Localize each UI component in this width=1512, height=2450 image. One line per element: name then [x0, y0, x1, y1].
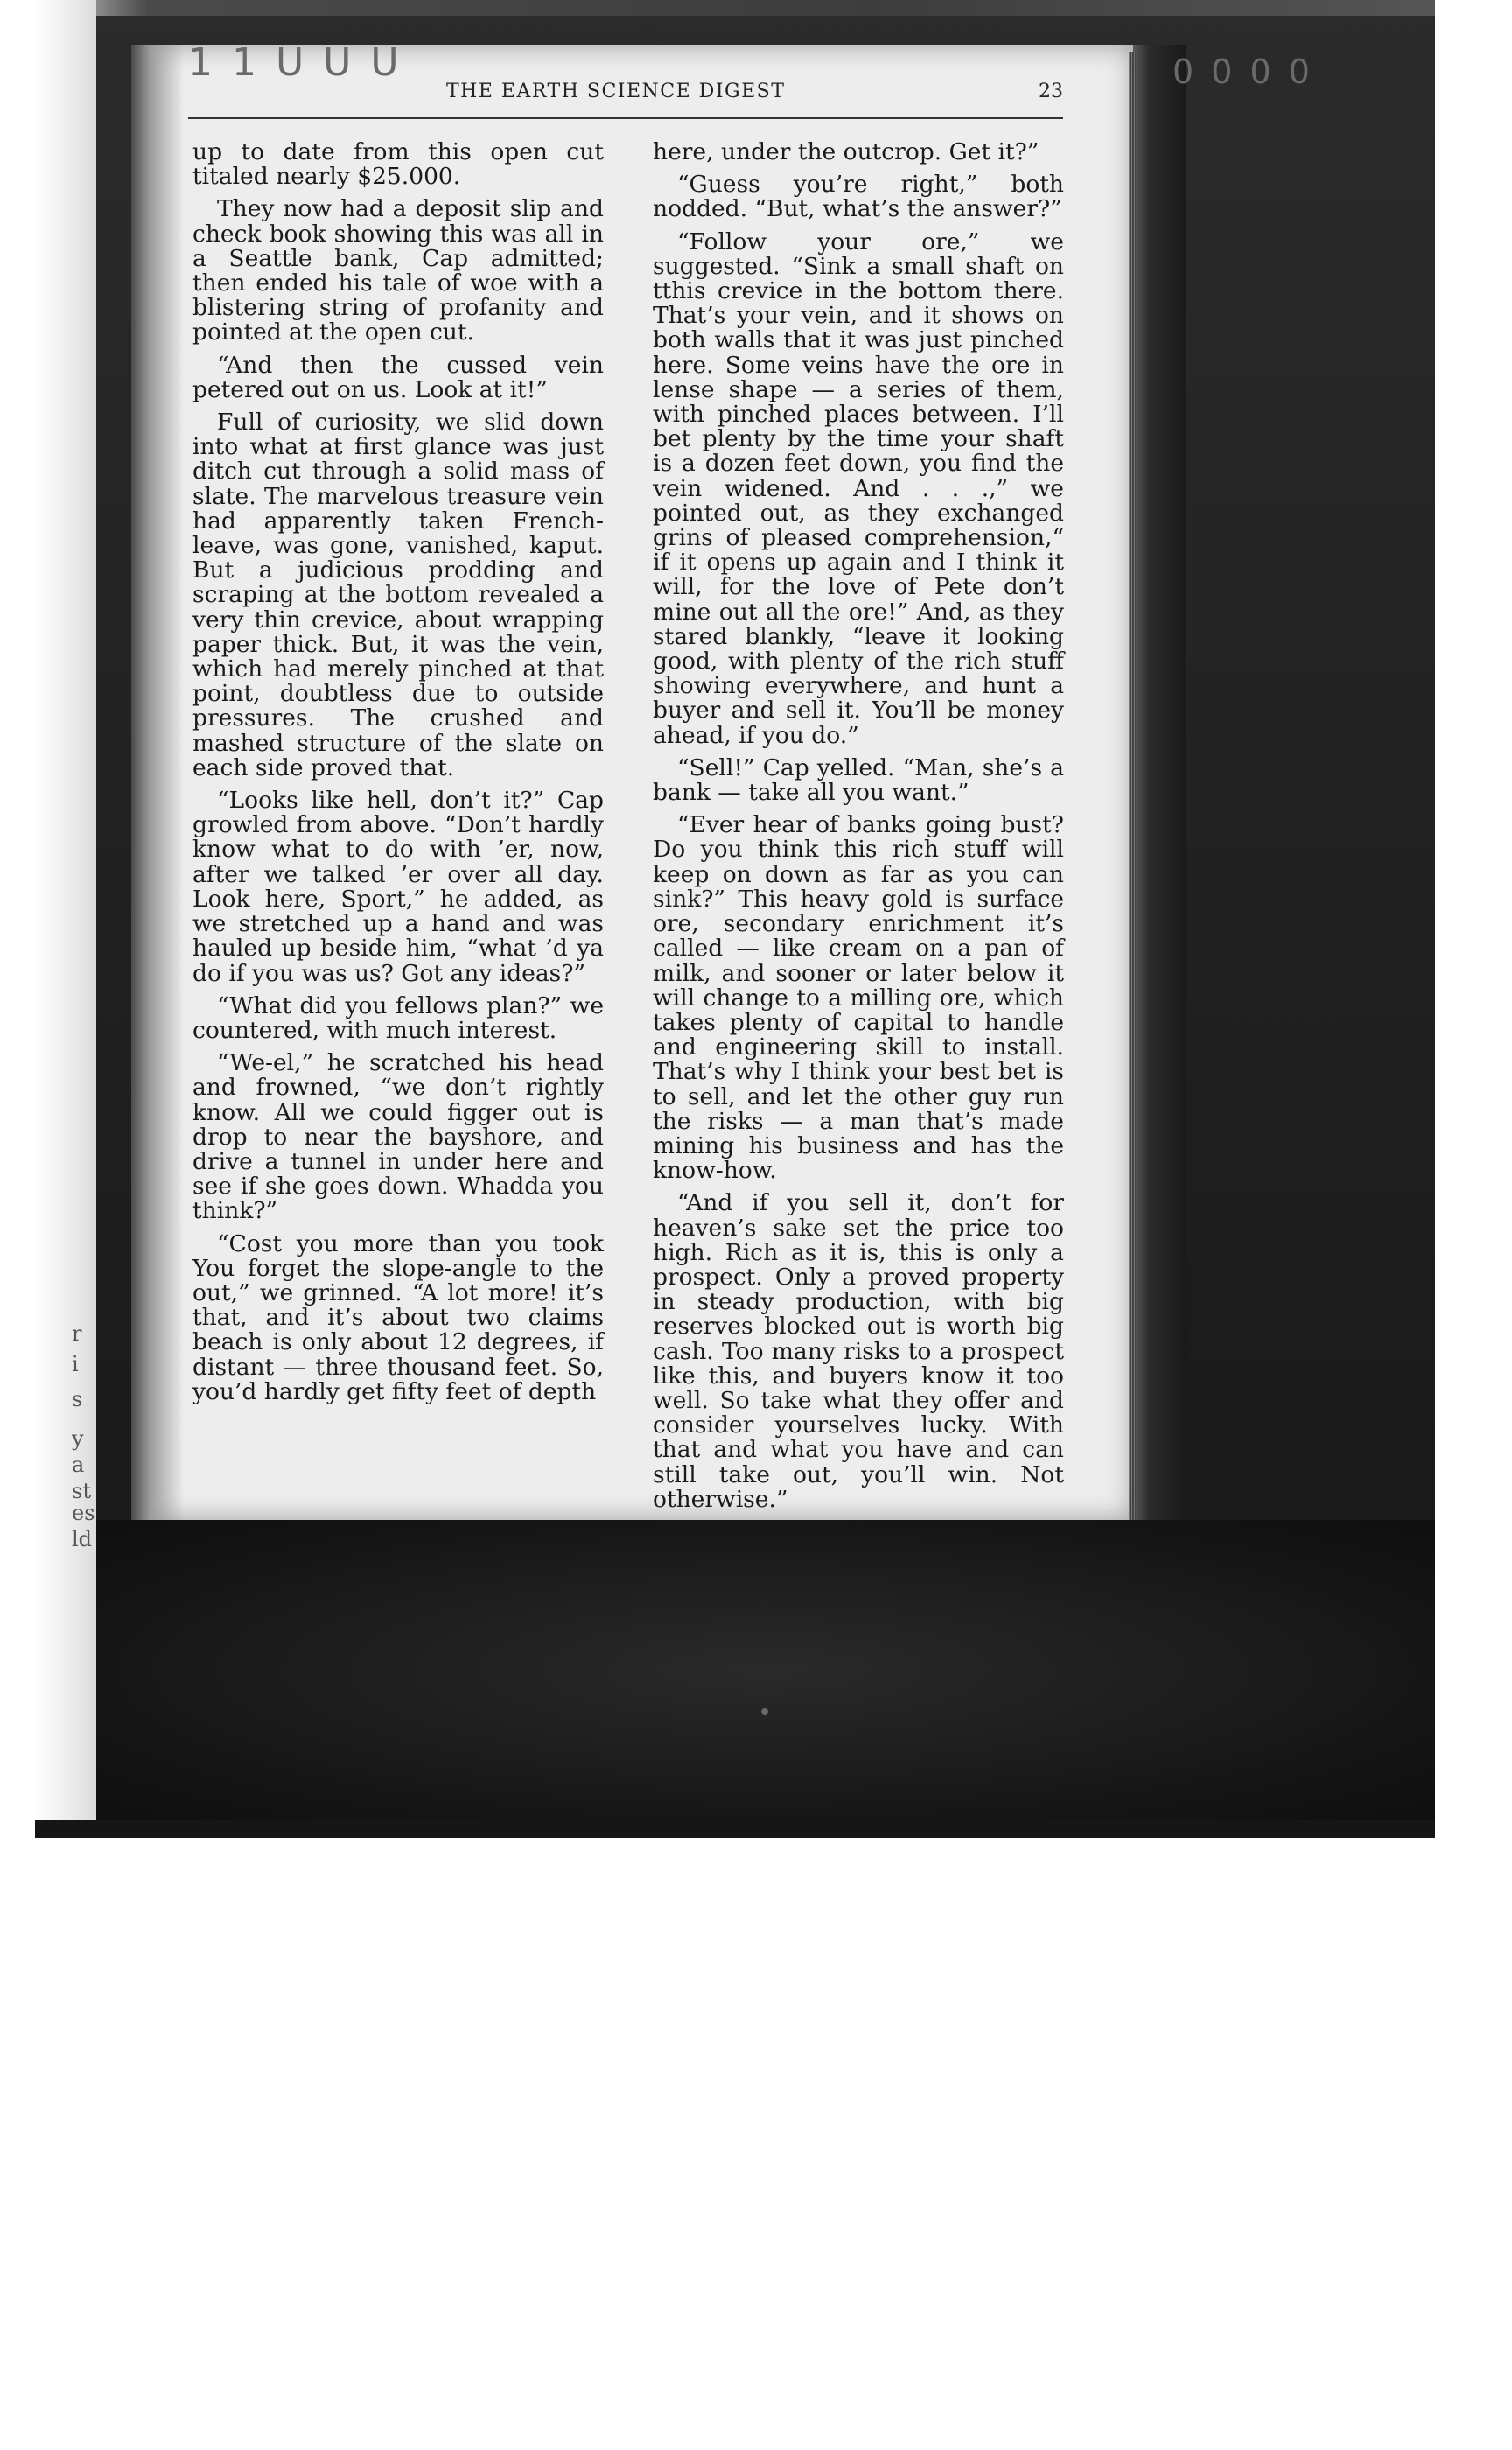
margin-fragment: ld	[72, 1527, 93, 1551]
paragraph: They now had a deposit slip and check book showing this was all in a Seattle bank, Cap admitted; then ended his tale of woe with a blistering string of profanity and pointed at the open cut.	[192, 195, 604, 346]
paragraph: “Guess you’re right,” both nodded. “But, what’s the answer?”	[653, 171, 1064, 223]
margin-fragment: s	[72, 1387, 83, 1411]
scan-top-edge	[35, 0, 1435, 16]
header-rule	[188, 117, 1063, 119]
margin-fragment: y	[72, 1426, 84, 1451]
dust-speck	[761, 1708, 768, 1715]
corner-stamp-right: 0 0 0 0	[1172, 52, 1313, 91]
page-fold-shadow	[131, 46, 184, 1520]
corner-stamp-left: 1 1 U U U	[188, 40, 402, 85]
margin-fragment: i	[72, 1352, 79, 1376]
margin-fragment: r	[72, 1321, 82, 1346]
paragraph: “Cost you more than you took You forget the slope-angle to the out,” we grinned. “A lot more! it’s that, and it’s about two claims beach is only about 12 degrees, if distant — three thousand feet. So, you’d hardly get fifty feet of depth	[192, 1229, 604, 1405]
paragraph: Full of curiosity, we slid down into what at first glance was just ditch cut through a solid mass of slate. The marvelous treasure vein had apparently taken French-leave, was gone, vanished, kaput. But a judicious prodding and scraping at the bottom revealed a very thin crevice, about wrapping paper thick. But, it was the vein, which had merely pinched at that point, doubtless due to outside pressures. The crushed and mashed structure of the slate on each side proved that.	[192, 409, 604, 781]
paragraph: “Follow your ore,” we suggested. “Sink a small shaft on tthis crevice in the bottom there. That’s your vein, and it shows on both walls that it was just pinched here. Some veins have the ore in lense shape — a series of them, with pinched places between. I’ll bet plenty by the time your shaft is a dozen feet down, you find the vein widened. And . . .,” we pointed out, as they exchanged grins of pleased comprehension,“ if it opens up again and I think it will, for the love of Pete don’t mine out all the ore!” And, as they stared blankly, “leave it looking good, with plenty of the rich stuff showing everywhere, and hunt a buyer and sell it. You’ll be money ahead, if you do.”	[653, 228, 1064, 749]
paragraph: “Looks like hell, don’t it?” Cap growled from above. “Don’t hardly know what to do with ’er, now, after we talked ’er over all day. Look here, Sport,” he added, as we stretched up a hand and was hauled up beside him, “what ’d ya do if you was us? Got any ideas?”	[192, 787, 604, 987]
right-text-column	[653, 140, 1064, 1520]
margin-fragment: es	[72, 1501, 95, 1525]
left-text-column	[192, 140, 604, 1412]
paragraph: up to date from this open cut titaled nearly $25.000.	[192, 138, 604, 191]
paragraph: “What did you fellows plan?” we countered, with much interest.	[192, 991, 604, 1044]
scan-bottom-shadow	[96, 1520, 1435, 1820]
margin-fragment: st	[72, 1479, 91, 1503]
paragraph: “And if you sell it, don’t for heaven’s sake set the price too high. Rich as it is, this is only a prospect. Only a proved property in steady production, with big reserves blocked out is worth big cash. Too many risks to a prospect like this, and buyers know it too well. So take what they offer and consider yourselves lucky. With that and what you have and can still take out, you’ll win. Not otherwise.”	[653, 1189, 1064, 1513]
margin-fragment: a	[72, 1452, 85, 1477]
paragraph: “And then the cussed vein petered out on us. Look at it!”	[192, 351, 604, 403]
publication-title: THE EARTH SCIENCE DIGEST	[446, 80, 786, 102]
running-header	[188, 80, 1063, 116]
paragraph: “We-el,” he scratched his head and frowned, “we don’t rightly know. All we could figger out is drop to near the bayshore, and drive a tunnel in under here and see if she goes down. Whadda you think?”	[192, 1049, 604, 1225]
paragraph: here, under the outcrop. Get it?”	[653, 138, 1040, 165]
page-edge-texture	[1129, 52, 1136, 1522]
paragraph: “Sell!” Cap yelled. “Man, she’s a bank — take all you want.”	[653, 753, 1064, 807]
page-edge-shadow	[1133, 46, 1186, 1533]
page-number: 23	[1039, 80, 1063, 102]
paragraph: “Ever hear of banks going bust? Do you think this rich stuff will keep on down as far as you can sink?” This heavy gold is surface ore, secondary enrichment it’s called — like cream on a pan of milk, and sooner or later below it will change to a milling ore, which takes plenty of capital to handle and engineering skill to install. That’s why I think your best bet is to sell, and let the other guy run the risks — a man that’s made mining his business and has the know-how.	[653, 811, 1064, 1185]
